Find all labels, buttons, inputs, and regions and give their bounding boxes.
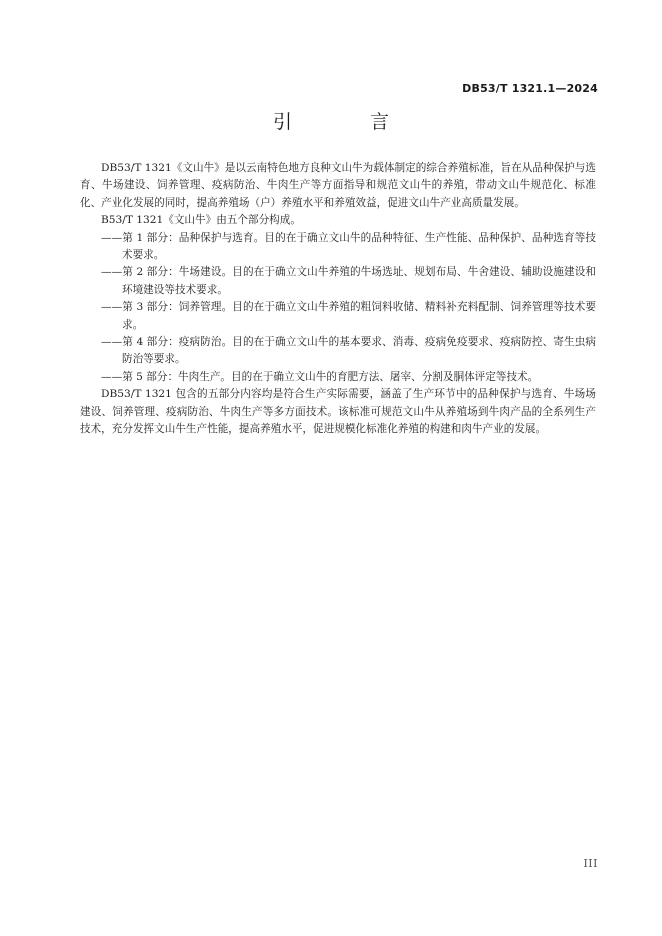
part-4-item: ——第 4 部分：疫病防治。目的在于确立文山牛的基本要求、消毒、疫病免疫要求、疫病防控、寄生虫病防治等要求。 [101,336,596,366]
page-title: 引 言 [272,111,426,133]
part-1-item: ——第 1 部分：品种保护与选育。目的在于确立文山牛的品种特征、生产性能、品种保护、品种选育等技术要求。 [101,231,596,262]
standard-code: DB53/T 1321.1—2024 [462,82,598,95]
parts-intro-paragraph: B53/T 1321《文山牛》由五个部分构成。 [101,214,301,227]
intro-paragraph: DB53/T 1321《文山牛》是以云南特色地方良种文山牛为载体制定的综合养殖标准，旨在从品种保护与选育、牛场建设、饲养管理、疫病防治、牛肉生产等方面指导和规范文山牛的养殖，带动文山牛规范化、标准化、产业化发展的同时，提高养殖场（户）养殖水平和养殖效益，促进文山牛产业高质量发展。 [80,162,596,209]
page-number: III [583,857,598,870]
part-5-item: ——第 5 部分：牛肉生产。目的在于确立文山牛的育肥方法、屠宰、分割及胴体评定等技术。 [101,370,539,383]
part-2-item: ——第 2 部分：牛场建设。目的在于确立文山牛养殖的牛场选址、规划布局、牛舍建设、辅助设施建设和环境建设等技术要求。 [101,266,596,296]
part-3-item: ——第 3 部分：饲养管理。目的在于确立文山牛养殖的粗饲料收储、精料补充料配制、饲养管理等技术要求。 [101,301,596,331]
conclusion-paragraph: DB53/T 1321 包含的五部分内容均是符合生产实际需要，涵盖了生产环节中的品种保护与选育、牛场场建设、饲养管理、疫病防治、牛肉生产等多方面技术。该标准可规范文山牛从养殖场到牛肉产品的全系列生产技术，充分发挥文山牛生产性能，提高养殖水平，促进规模化标准化养殖的构建和肉牛产业的发展。 [80,388,596,436]
document-body [80,160,596,439]
